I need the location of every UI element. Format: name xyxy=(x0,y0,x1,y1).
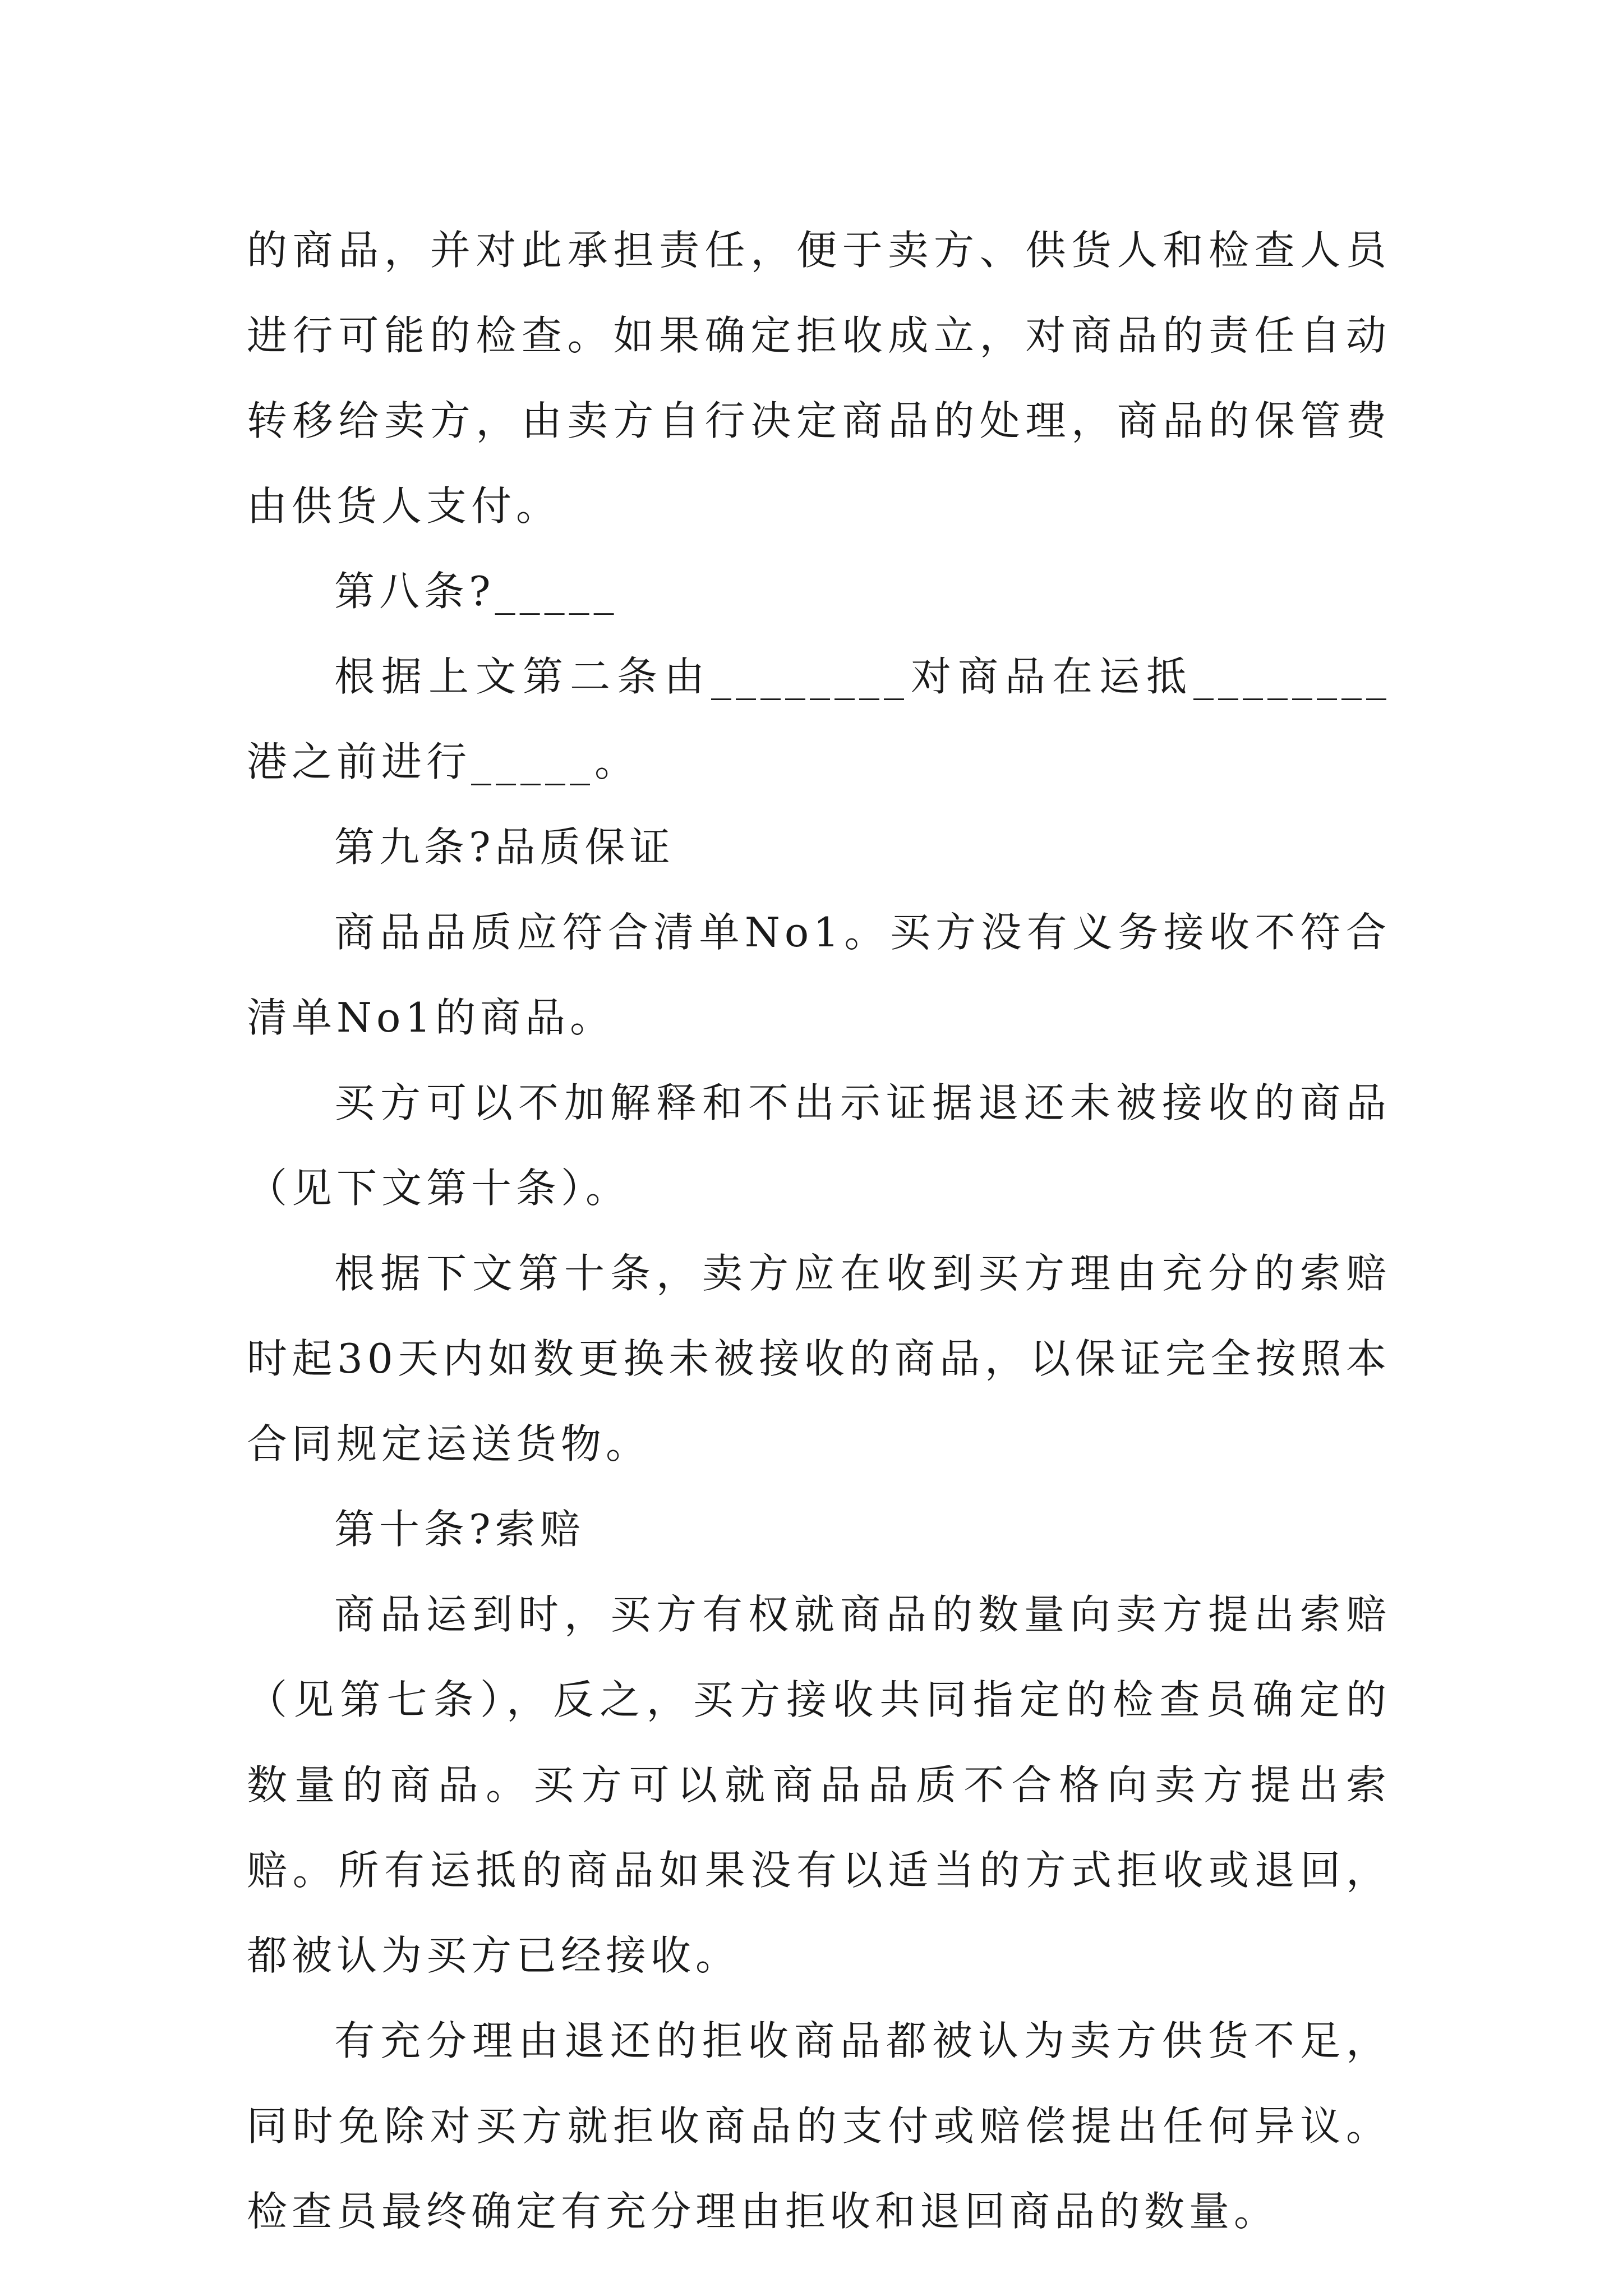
article-10-paragraph-1: 商品运到时，买方有权就商品的数量向卖方提出索赔（见第七条），反之，买方接收共同指定的检查员确定的数量的商品。买方可以就商品品质不合格向卖方提出索赔。所有运抵的商品如果没有以适当的方式拒收或退回，都被认为买方已经接收。 xyxy=(247,1591,1391,1979)
article-9-paragraph-3: 根据下文第十条，卖方应在收到买方理由充分的索赔时起30天内如数更换未被接收的商品，以保证完全按照本合同规定运送货物。 xyxy=(247,1250,1391,1467)
article-9-paragraph-2: 买方可以不加解释和不出示证据退还未被接收的商品（见下文第十条）。 xyxy=(247,1079,1391,1212)
paragraph-continuation: 的商品，并对此承担责任，便于卖方、供货人和检查人员进行可能的检查。如果确定拒收成立，对商品的责任自动转移给卖方，由卖方自行决定商品的处理，商品的保管费由供货人支付。 xyxy=(247,227,1391,530)
article-8-heading: 第八条?_____ xyxy=(334,568,619,615)
article-9-paragraph-1: 商品品质应符合清单No1。买方没有义务接收不符合清单No1的商品。 xyxy=(247,909,1391,1041)
article-10-heading: 第十条?索赔 xyxy=(334,1506,585,1553)
article-8-body: 根据上文第二条由________对商品在运抵________港之前进行_____。 xyxy=(247,653,1391,785)
article-9-heading: 第九条?品质保证 xyxy=(334,823,675,871)
article-10-paragraph-2: 有充分理由退还的拒收商品都被认为卖方供货不足，同时免除对买方就拒收商品的支付或赔偿提出任何异议。检查员最终确定有充分理由拒收和退回商品的数量。 xyxy=(247,2017,1391,2235)
document-body xyxy=(247,208,1391,2254)
